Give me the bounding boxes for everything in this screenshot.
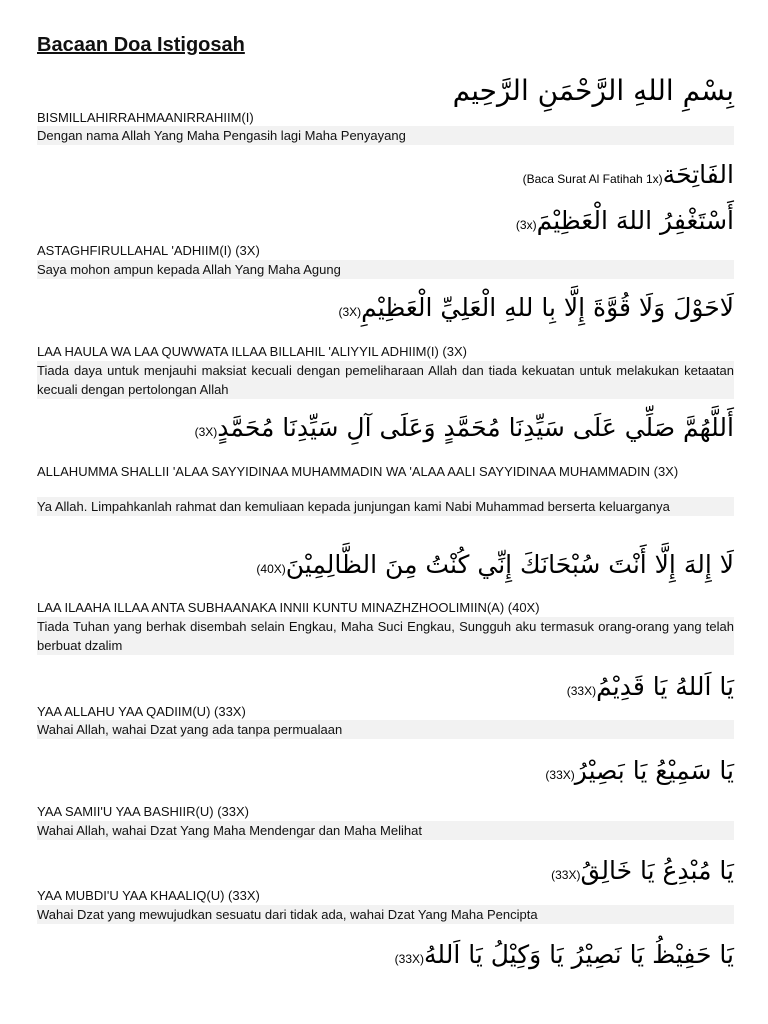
- translation-istighfar: Saya mohon ampun kepada Allah Yang Maha Agung: [37, 260, 734, 279]
- translation-ya-qadim: Wahai Allah, wahai Dzat yang ada tanpa permualaan: [37, 720, 734, 739]
- arabic-hauqalah: لَاحَوْلَ وَلَا قُوَّةَ إِلَّا بِا للهِ الْعَلِيِّ الْعَظِيْمِ(3X): [338, 293, 734, 322]
- arabic-bismillah: بِسْمِ اللهِ الرَّحْمَنِ الرَّحِيم: [452, 74, 734, 107]
- latin-ya-sami: YAA SAMII'U YAA BASHIIR(U) (33X): [37, 804, 249, 819]
- latin-bismillah: BISMILLAHIRRAHMAANIRRAHIIM(I): [37, 110, 254, 125]
- translation-tahlil-yunus: Tiada Tuhan yang berhak disembah selain Engkau, Maha Suci Engkau, Sungguh aku termasuk orang-orang yang telah berbuat dzalim: [37, 619, 734, 653]
- translation-shalawat: Ya Allah. Limpahkanlah rahmat dan kemuliaan kepada junjungan kami Nabi Muhammad berserta keluarganya: [37, 497, 734, 516]
- repeat-note: (3x): [515, 218, 537, 232]
- translation-bismillah: Dengan nama Allah Yang Maha Pengasih lagi Maha Penyayang: [37, 126, 734, 145]
- arabic-ya-sami: يَا سَمِيْعُ يَا بَصِيْرُ(33X): [545, 756, 734, 785]
- arabic-shalawat: أَللَّهُمَّ صَلِّي عَلَى سَيِّدِنَا مُحَمَّدٍ وَعَلَى آلِ سَيِّدِنَا مُحَمَّدٍ(3X): [194, 413, 734, 442]
- page-title: Bacaan Doa Istigosah: [37, 34, 245, 56]
- translation-ya-sami: Wahai Allah, wahai Dzat Yang Maha Mendengar dan Maha Melihat: [37, 821, 734, 840]
- arabic-tahlil-yunus: لَا إِلهَ إِلَّا أَنْتَ سُبْحَانَكَ إِنِّي كُنْتُ مِنَ الظَّالِمِيْنَ(40X): [256, 550, 734, 579]
- translation-ya-mubdi: Wahai Dzat yang mewujudkan sesuatu dari tidak ada, wahai Dzat Yang Maha Pencipta: [37, 905, 734, 924]
- arabic-ya-mubdi: يَا مُبْدِعُ يَا خَالِقُ(33X): [551, 856, 734, 885]
- latin-shalawat: ALLAHUMMA SHALLII 'ALAA SAYYIDINAA MUHAMMADIN WA 'ALAA AALI SAYYIDINAA MUHAMMADIN (3X): [37, 464, 679, 479]
- arabic-ya-qadim: يَا اَللهُ يَا قَدِيْمُ(33X): [566, 672, 734, 701]
- arabic-fatihah: الفَاتِحَة(Baca Surat Al Fatihah 1x): [522, 160, 734, 189]
- latin-hauqalah: LAA HAULA WA LAA QUWWATA ILLAA BILLAHIL 'ALIYYIL ADHIIM(I) (3X): [37, 344, 467, 359]
- repeat-note: (33X): [545, 768, 575, 782]
- repeat-note: (3X): [194, 425, 218, 439]
- repeat-note: (33X): [394, 952, 425, 966]
- latin-istighfar: ASTAGHFIRULLAHAL 'ADHIIM(I) (3X): [37, 243, 260, 258]
- arabic-istighfar: أَسْتَغْفِرُ اللهَ الْعَظِيْمَ(3x): [515, 206, 734, 235]
- repeat-note: (Baca Surat Al Fatihah 1x): [522, 172, 663, 186]
- repeat-note: (33X): [551, 868, 581, 882]
- arabic-ya-hafizh: يَا حَفِيْظُ يَا نَصِيْرُ يَا وَكِيْلُ يَا اَللهُ(33X): [394, 940, 734, 969]
- latin-ya-qadim: YAA ALLAHU YAA QADIIM(U) (33X): [37, 704, 246, 719]
- repeat-note: (33X): [566, 684, 597, 698]
- repeat-note: (3X): [338, 305, 362, 319]
- latin-ya-mubdi: YAA MUBDI'U YAA KHAALIQ(U) (33X): [37, 888, 260, 903]
- latin-tahlil-yunus: LAA ILAAHA ILLAA ANTA SUBHAANAKA INNII KUNTU MINAZHZHOOLIMIIN(A) (40X): [37, 600, 540, 615]
- translation-hauqalah: Tiada daya untuk menjauhi maksiat kecuali dengan pemeliharaan Allah dan tiada kekuatan untuk melakukan ketaatan kecuali dengan pertolongan Allah: [37, 363, 734, 397]
- repeat-note: (40X): [256, 562, 286, 576]
